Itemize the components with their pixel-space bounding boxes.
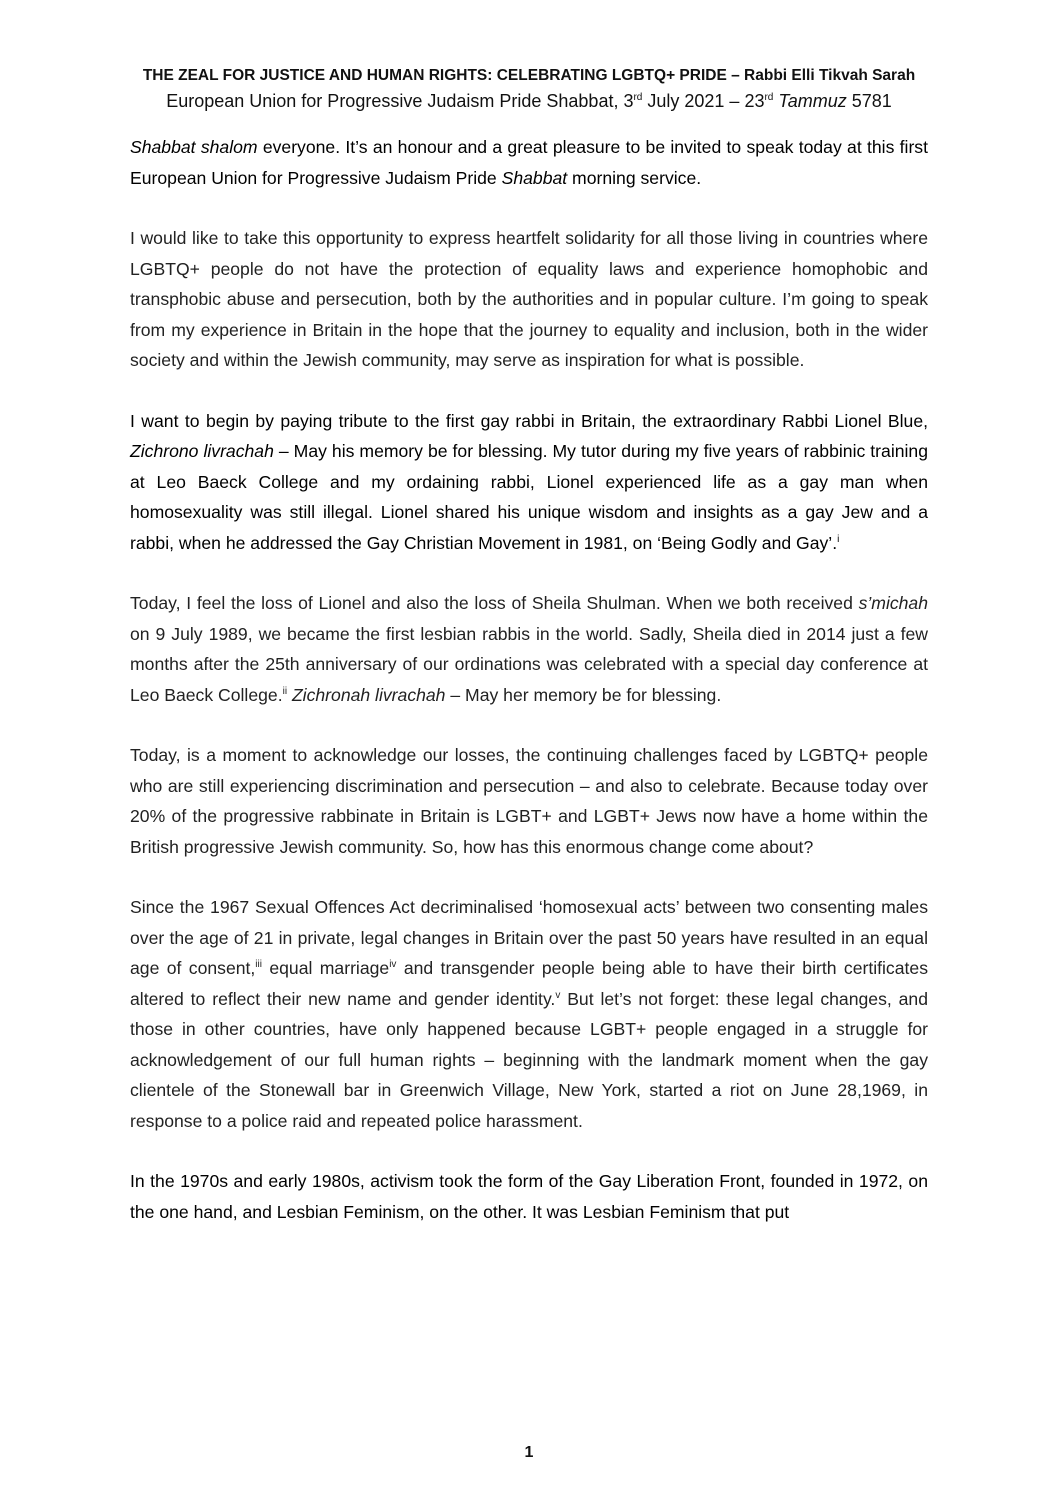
paragraph-greeting <box>130 132 928 193</box>
paragraph-text: Today, I feel the loss of Lionel and also the loss of Sheila Shulman. When we both received <box>130 593 859 613</box>
paragraph-text: morning service. <box>567 167 702 188</box>
endnote-marker[interactable]: ii <box>282 685 288 697</box>
endnote-marker[interactable]: i <box>837 533 840 545</box>
endnote-marker[interactable]: iv <box>389 959 397 971</box>
italic-term: Zichronah livrachah <box>291 684 446 705</box>
paragraph-legal-changes <box>130 892 928 1136</box>
subtitle-italic: Tammuz <box>778 91 847 111</box>
paragraph-celebrate: Today, is a moment to acknowledge our losses, the continuing challenges faced by LGBTQ+ people who are still experiencing discrimination and persecution – and also to celebrate. Because today over 20% of the progressive rabbinate in Britain is LGBT+ and LGBT+ Jews now have a home within the British progressive Jewish community. So, how has this enormous change come about? <box>130 745 928 857</box>
subtitle-text: 5781 <box>846 91 892 111</box>
paragraph-activism: In the 1970s and early 1980s, activism took the form of the Gay Liberation Front, founded in 1972, on the one hand, and Lesbian Feminism, on the other. It was Lesbian Feminism that put <box>130 1171 928 1222</box>
paragraph-text: on 9 July 1989, we became the first lesbian rabbis in the world. Sadly, Sheila died in 2014 just a few months after the 25th anniversary of our ordinations was celebrated with a special day conference at Leo Baeck College. <box>130 623 928 705</box>
italic-term: s’michah <box>858 593 928 613</box>
paragraph-text: – May his memory be for blessing. My tutor during my five years of rabbinic training at Leo Baeck College and my ordaining rabbi, Lionel experienced life as a gay man when homosexuality was still illegal. Lionel shared his unique wisdom and insights as a gay Jew and a rabbi, when he addressed the Gay Christian Movement in 1981, on ‘Being Godly and Gay’. <box>130 441 928 553</box>
paragraph-text: But let’s not forget: these legal changes, and those in other countries, have only happened because LGBT+ people engaged in a struggle for acknowledgement of our full human rights – beginning with the landmark moment when the gay clientele of the Stonewall bar in Greenwich Village, New York, started a riot on June 28,1969, in response to a police raid and repeated police harassment. <box>130 988 928 1131</box>
paragraph-text: – May her memory be for blessing. <box>445 684 722 705</box>
document-subtitle <box>130 90 928 112</box>
ordinal-suffix: rd <box>633 92 643 103</box>
paragraph-solidarity: I would like to take this opportunity to express heartfelt solidarity for all those living in countries where LGBTQ+ people do not have the protection of equality laws and experience homophobic and transphobic abuse and persecution, both by the authorities and in popular culture. I’m going to speak from my experience in Britain in the hope that the journey to equality and inclusion, both in the wider society and within the Jewish community, may serve as inspiration for what is possible. <box>130 228 928 370</box>
italic-term: Shabbat <box>501 167 568 188</box>
subtitle-text: European Union for Progressive Judaism Pride Shabbat, 3 <box>166 91 634 111</box>
endnote-marker[interactable]: iii <box>255 959 262 971</box>
paragraph-text: Since the 1967 Sexual Offences Act decriminalised ‘homosexual acts’ between two consenting males over the age of 21 in private, legal changes in Britain over the past 50 years have resulted in an equal age of consent, <box>130 897 928 978</box>
document-title: THE ZEAL FOR JUSTICE AND HUMAN RIGHTS: CELEBRATING LGBTQ+ PRIDE – Rabbi Elli Tikvah Sarah <box>142 67 916 84</box>
paragraph-text: I want to begin by paying tribute to the first gay rabbi in Britain, the extraordinary Rabbi Lionel Blue, <box>130 410 928 431</box>
paragraph-text: and transgender people being able to have their birth certificates altered to reflect their new name and gender identity. <box>130 958 928 1009</box>
italic-term: Shabbat shalom <box>130 137 258 157</box>
italic-term: Zichrono livrachah <box>130 441 274 461</box>
page-number: 1 <box>524 1444 534 1461</box>
paragraph-tribute <box>130 406 928 559</box>
paragraph-loss <box>130 588 928 710</box>
endnote-marker[interactable]: v <box>555 989 561 1001</box>
ordinal-suffix: rd <box>764 92 774 103</box>
subtitle-text: July 2021 – 23 <box>642 91 765 111</box>
paragraph-text: equal marriage <box>261 958 390 978</box>
paragraph-text: everyone. It’s an honour and a great pleasure to be invited to speak today at this first European Union for Progressive Judaism Pride <box>130 137 928 188</box>
